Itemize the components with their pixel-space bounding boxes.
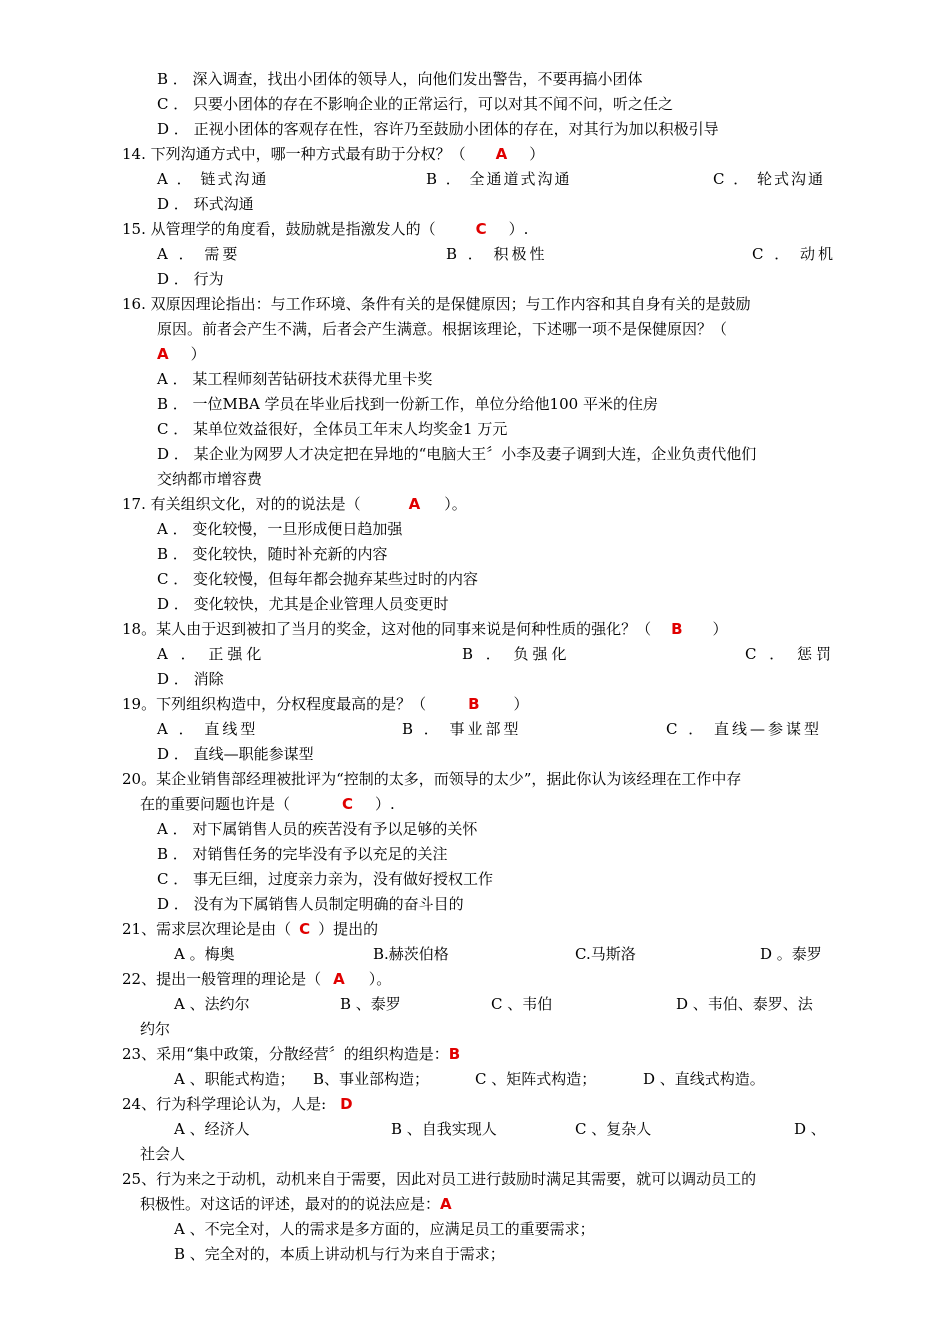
q17-option-d: D ． 变化较快，尤其是企业管理人员变更时 — [157, 595, 449, 613]
q14-option-b: B ． 全通道式沟通 — [426, 170, 572, 188]
q24-option-a: A 、经济人 — [174, 1120, 250, 1138]
q16-answer: A — [157, 345, 169, 363]
q16-option-d-line2: 交纳都市增容费 — [157, 470, 263, 488]
q24-stem — [122, 1094, 353, 1114]
q24-answer: D — [340, 1095, 353, 1113]
q19-option-d: D ． 直线—职能参谋型 — [157, 745, 314, 763]
q18-answer: B — [671, 620, 683, 638]
q18-option-c: C ． 惩罚 — [745, 645, 836, 663]
q21-stem-end: ）提出的 — [318, 920, 379, 938]
q17-option-c: C ． 变化较慢，但每年都会抛弃某些过时的内容 — [157, 570, 479, 588]
q13-option-d: D ． 正视小团体的客观存在性，容许乃至鼓励小团体的存在，对其行为加以积极引导 — [157, 120, 719, 138]
q14-stem — [122, 144, 544, 164]
q16-option-c: C ． 某单位效益很好，全体员工年末人均奖金1 万元 — [157, 420, 508, 438]
q18-option-d: D ． 消除 — [157, 670, 224, 688]
q20-option-b: B ． 对销售任务的完毕没有予以充足的关注 — [157, 845, 448, 863]
q24-option-d-line1: D 、 — [794, 1120, 826, 1138]
q24-option-d-line2: 社会人 — [140, 1145, 186, 1163]
q18-stem — [122, 619, 728, 639]
q18-stem-text: 18。某人由于迟到被扣了当月的奖金，这对他的同事来说是何种性质的强化？（ — [122, 620, 652, 638]
q24-option-c: C 、复杂人 — [575, 1120, 652, 1138]
q15-answer: C — [475, 220, 487, 238]
q14-option-a: A ． 链式沟通 — [157, 170, 269, 188]
q15-stem-text: 15. 从管理学的角度看，鼓励就是指激发人的（ — [122, 220, 436, 238]
q19-option-b: B ． 事业部型 — [402, 720, 522, 738]
q23-option-d: D 、直线式构造。 — [643, 1070, 765, 1088]
q18-option-a: A ． 正强化 — [157, 645, 266, 663]
q21-answer: C — [299, 920, 311, 938]
q17-stem-text: 17. 有关组织文化，对的的说法是（ — [122, 495, 361, 513]
q19-option-a: A ． 直线型 — [157, 720, 259, 738]
q22-stem-end: ）。 — [368, 970, 392, 988]
q13-option-c: C ． 只要小团体的存在不影响企业的正常运行，可以对其不闻不问，听之任之 — [157, 95, 674, 113]
q24-stem-text: 24、行为科学理论认为，人是: — [122, 1095, 327, 1113]
q16-stem-line3 — [157, 344, 206, 364]
q19-stem — [122, 694, 529, 714]
q22-option-d-line1: D 、韦伯、泰罗、法 — [676, 995, 813, 1013]
q14-stem-end: ） — [529, 145, 545, 163]
q17-answer: A — [408, 495, 421, 513]
q23-option-b: B、事业部构造； — [313, 1070, 430, 1088]
q18-option-b: B ． 负强化 — [462, 645, 571, 663]
q17-stem-end: ）。 — [444, 495, 467, 513]
q14-option-c: C ． 轮式沟通 — [713, 170, 826, 188]
q17-stem — [122, 494, 467, 514]
q15-option-c: C ． 动机 — [752, 245, 837, 263]
q16-option-a: A ． 某工程师刻苦钻研技术获得尤里卡奖 — [157, 370, 433, 388]
q23-option-c: C 、矩阵式构造； — [475, 1070, 597, 1088]
q16-option-d-line1: D ． 某企业为网罗人才决定把在异地的“电脑大王〞小李及妻子调到大连，企业负责代他们 — [157, 445, 757, 463]
q16-option-b: B ． 一位MBA 学员在毕业后找到一份新工作，单位分给他100 平米的住房 — [157, 395, 658, 413]
q20-answer: C — [342, 795, 354, 813]
q15-option-b: B ． 积极性 — [446, 245, 548, 263]
q25-option-a: A 、不完全对，人的需求是多方面的，应满足员工的重要需求； — [174, 1220, 595, 1238]
q23-option-a: A 、职能式构造； — [174, 1070, 295, 1088]
q17-option-a: A ． 变化较慢，一旦形成便日趋加强 — [157, 520, 403, 538]
q19-stem-text: 19。下列组织构造中，分权程度最高的是？（ — [122, 695, 427, 713]
q22-stem — [122, 969, 391, 989]
q23-stem — [122, 1044, 460, 1064]
q22-option-c: C 、韦伯 — [491, 995, 553, 1013]
q21-stem — [122, 919, 378, 939]
q21-option-b: B.赫茨伯格 — [373, 945, 449, 963]
q20-option-c: C ． 事无巨细，过度亲力亲为，没有做好授权工作 — [157, 870, 494, 888]
q21-stem-text: 21、需求层次理论是由（ — [122, 920, 292, 938]
q21-option-d: D 。泰罗 — [760, 945, 822, 963]
q14-answer: A — [495, 145, 508, 163]
q22-answer: A — [333, 970, 345, 988]
q22-option-b: B 、泰罗 — [340, 995, 401, 1013]
q22-option-d-line2: 约尔 — [140, 1020, 171, 1038]
q20-option-d: D ． 没有为下属销售人员制定明确的奋斗目的 — [157, 895, 464, 913]
q17-option-b: B ． 变化较快，随时补充新的内容 — [157, 545, 388, 563]
q16-stem-line1: 16. 双原因理论指出：与工作环境、条件有关的是保健原因；与工作内容和其自身有关的是鼓励 — [122, 295, 751, 313]
q15-stem — [122, 219, 528, 239]
q25-answer: A — [440, 1195, 452, 1213]
q20-stem-line1: 20。某企业销售部经理被批评为“控制的太多，而领导的太少”，据此你认为该经理在工作中存 — [122, 770, 742, 788]
q19-option-c: C ． 直线—参谋型 — [666, 720, 823, 738]
q20-option-a: A ． 对下属销售人员的疾苦没有予以足够的关怀 — [157, 820, 478, 838]
q21-option-a: A 。梅奥 — [174, 945, 235, 963]
q21-option-c: C.马斯洛 — [575, 945, 636, 963]
q19-stem-end: ） — [513, 695, 529, 713]
q15-stem-end: ）. — [508, 220, 529, 238]
q23-answer: B — [448, 1045, 461, 1063]
q14-option-d: D ． 环式沟通 — [157, 195, 254, 213]
q25-stem-line1: 25、行为来之于动机，动机来自于需要，因此对员工进行鼓励时满足其需要，就可以调动员工的 — [122, 1170, 757, 1188]
q15-option-d: D ． 行为 — [157, 270, 224, 288]
q20-stem-end: ）. — [375, 795, 395, 813]
q22-option-a: A 、法约尔 — [174, 995, 250, 1013]
q18-stem-end: ） — [712, 620, 728, 638]
q20-stem-text: 在的重要问题也许是（ — [140, 795, 291, 813]
q25-option-b: B 、完全对的，本质上讲动机与行为来自于需求； — [174, 1245, 505, 1263]
q25-stem-text: 积极性。对这话的评述，最对的的说法应是： — [140, 1195, 441, 1213]
q24-option-b: B 、自我实现人 — [391, 1120, 497, 1138]
q14-stem-text: 14. 下列沟通方式中，哪一种方式最有助于分权？（ — [122, 145, 466, 163]
q22-stem-text: 22、提出一般管理的理论是（ — [122, 970, 322, 988]
q16-stem-line2: 原因。前者会产生不满，后者会产生满意。根据该理论，下述哪一项不是保健原因？（ — [157, 320, 728, 338]
q20-stem-line2 — [140, 794, 395, 814]
q23-stem-text: 23、采用“集中政策，分散经营〞的组织构造是： — [122, 1045, 449, 1063]
q15-option-a: A ． 需要 — [157, 245, 241, 263]
q16-stem-end: ） — [190, 345, 206, 363]
q25-stem-line2 — [140, 1194, 452, 1214]
q19-answer: B — [468, 695, 480, 713]
q13-option-b: B ． 深入调查，找出小团体的领导人，向他们发出警告，不要再搞小团体 — [157, 70, 643, 88]
